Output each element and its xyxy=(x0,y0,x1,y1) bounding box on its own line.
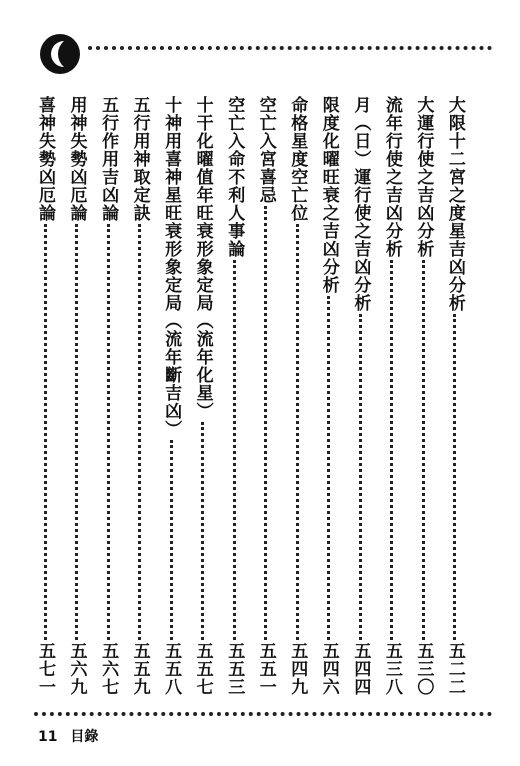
toc-entry[interactable] xyxy=(219,96,249,696)
toc-entry-page: 五五八 xyxy=(161,642,182,696)
moon-logo-icon xyxy=(38,32,82,76)
section-title: 目錄 xyxy=(70,729,99,745)
toc-entry-title: 大運行使之吉凶分析 xyxy=(413,96,434,258)
toc-dot-leader xyxy=(327,296,330,640)
toc-entry-page: 五四九 xyxy=(287,642,308,696)
top-dotted-rule xyxy=(88,46,492,50)
toc-entry-title: 五行作用吉凶論 xyxy=(98,96,119,222)
toc-dot-leader xyxy=(107,224,110,640)
toc-entry-page: 五六九 xyxy=(66,642,87,696)
toc-entry[interactable] xyxy=(314,96,344,696)
toc-entry[interactable] xyxy=(30,96,60,696)
toc-entry-page: 五五九 xyxy=(129,642,150,696)
toc-entry-page: 五三八 xyxy=(381,642,402,696)
table-of-contents xyxy=(30,96,470,696)
toc-entry-title: 大限十二宮之度星吉凶分析 xyxy=(444,96,465,312)
toc-entry-page: 五二二 xyxy=(444,642,465,696)
bottom-dotted-rule xyxy=(34,712,492,716)
toc-entry-page: 五六七 xyxy=(98,642,119,696)
toc-entry[interactable] xyxy=(251,96,281,696)
toc-entry-title: 命格星度空亡位 xyxy=(287,96,308,222)
toc-entry-page: 五五三 xyxy=(224,642,245,696)
toc-entry-page: 五四六 xyxy=(318,642,339,696)
toc-entry[interactable] xyxy=(62,96,92,696)
toc-entry-title: 用神失勢凶厄論 xyxy=(66,96,87,222)
toc-entry[interactable] xyxy=(125,96,155,696)
toc-dot-leader xyxy=(233,260,236,640)
toc-entry-title: 限度化曜旺衰之吉凶分析 xyxy=(318,96,339,294)
toc-entry-title: 十神用喜神星旺衰形象定局（流年斷吉凶） xyxy=(161,96,182,438)
toc-entry[interactable] xyxy=(188,96,218,696)
toc-entry-title: 月（日）運行使之吉凶分析 xyxy=(350,96,371,312)
toc-dot-leader xyxy=(264,206,267,640)
toc-dot-leader xyxy=(296,224,299,640)
toc-dot-leader xyxy=(422,260,425,640)
toc-entry-page: 五五一 xyxy=(255,642,276,696)
toc-entry-title: 十干化曜值年旺衰形象定局（流年化星） xyxy=(192,96,213,420)
toc-entry-page: 五三〇 xyxy=(413,642,434,696)
toc-dot-leader xyxy=(359,314,362,640)
toc-dot-leader xyxy=(201,422,204,640)
toc-entry[interactable] xyxy=(440,96,470,696)
toc-entry[interactable] xyxy=(408,96,438,696)
toc-entry[interactable] xyxy=(156,96,186,696)
page-footer xyxy=(38,726,106,746)
toc-entry[interactable] xyxy=(345,96,375,696)
toc-dot-leader xyxy=(44,224,47,640)
toc-entry-title: 空亡入命不利人事論 xyxy=(224,96,245,258)
toc-dot-leader xyxy=(75,224,78,640)
toc-entry-title: 流年行使之吉凶分析 xyxy=(381,96,402,258)
toc-entry-page: 五七一 xyxy=(35,642,55,696)
toc-dot-leader xyxy=(390,260,393,640)
toc-dot-leader xyxy=(138,224,141,640)
toc-entry-title: 喜神失勢凶厄論 xyxy=(35,96,55,222)
toc-entry[interactable] xyxy=(282,96,312,696)
toc-entry-page: 五四四 xyxy=(350,642,371,696)
toc-dot-leader xyxy=(453,314,456,640)
toc-entry[interactable] xyxy=(93,96,123,696)
page-number: 11 xyxy=(38,729,58,745)
toc-entry-title: 空亡入宮喜忌 xyxy=(255,96,276,204)
toc-entry[interactable] xyxy=(377,96,407,696)
toc-entry-page: 五五七 xyxy=(192,642,213,696)
toc-entry-title: 五行用神取定訣 xyxy=(129,96,150,222)
toc-dot-leader xyxy=(170,440,173,640)
